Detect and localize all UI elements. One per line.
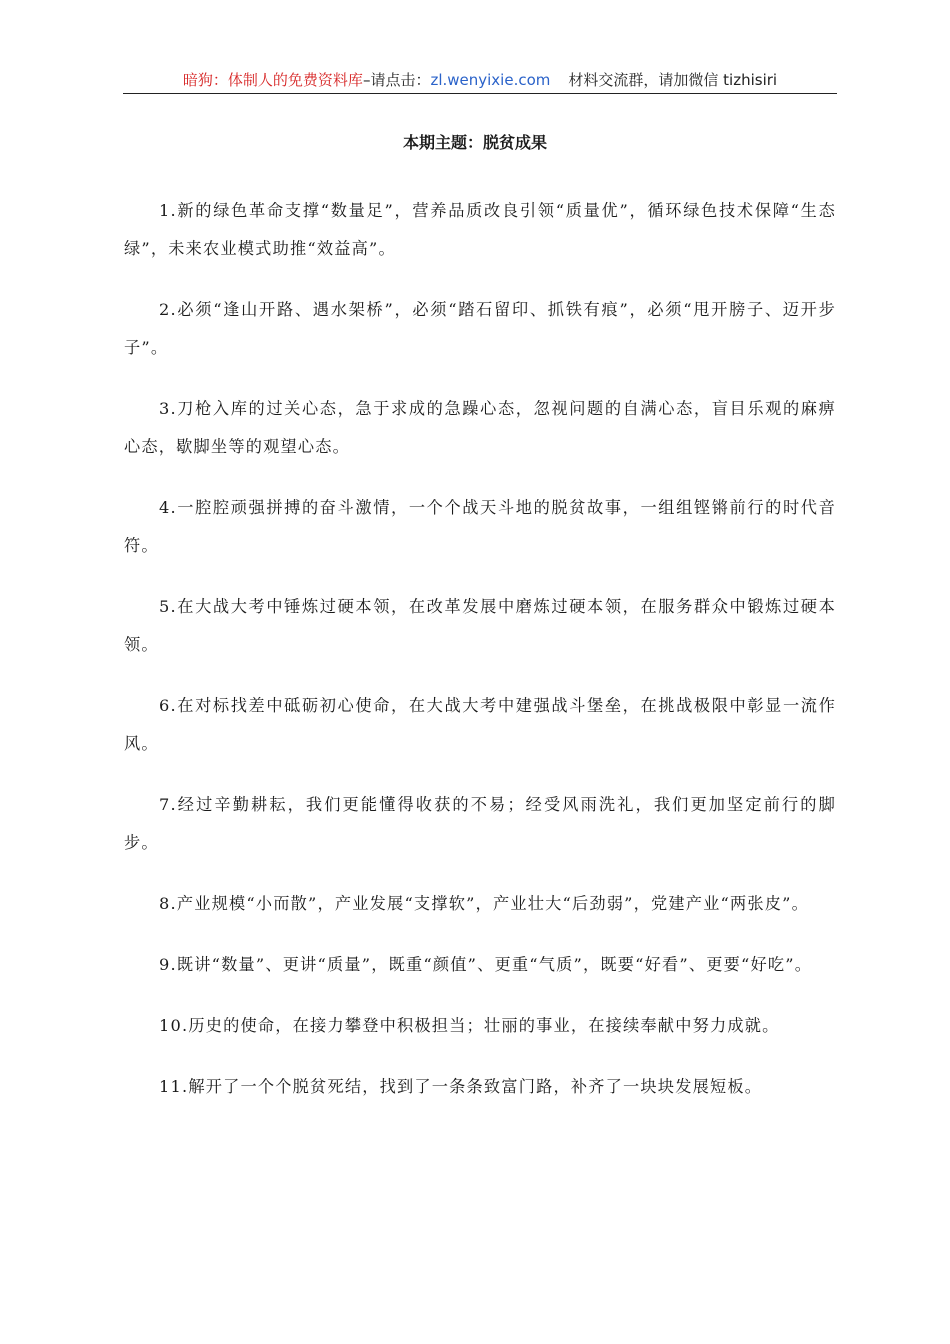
paragraph-4: 4.一腔腔顽强拼搏的奋斗激情，一个个战天斗地的脱贫故事，一组组铿锵前行的时代音符。: [124, 498, 836, 555]
paragraph-10: 10.历史的使命，在接力攀登中积极担当；壮丽的事业，在接续奉献中努力成就。: [159, 1016, 780, 1035]
paragraph-1: 1.新的绿色革命支撑“数量足”，营养品质改良引领“质量优”，循环绿色技术保障“生态绿”，未来农业模式助推“效益高”。: [124, 201, 836, 258]
header-contact: 材料交流群，请加微信 tizhisiri: [568, 71, 778, 89]
paragraph-6: 6.在对标找差中砥砺初心使命，在大战大考中建强战斗堡垒，在挑战极限中彰显一流作风。: [124, 696, 836, 753]
paragraph-8: 8.产业规模“小而散”，产业发展“支撑软”，产业壮大“后劲弱”，党建产业“两张皮”。: [159, 894, 810, 913]
header-link[interactable]: zl.wenyixie.com: [430, 71, 551, 89]
page-header: [123, 70, 837, 94]
paragraph-3: 3.刀枪入库的过关心态，急于求成的急躁心态，忽视问题的自满心态，盲目乐观的麻痹心态，歇脚坐等的观望心态。: [124, 399, 836, 456]
paragraph-2: 2.必须“逢山开路、遇水架桥”，必须“踏石留印、抓铁有痕”，必须“甩开膀子、迈开步子”。: [124, 300, 836, 357]
header-brand: 暗狗：体制人的免费资料库: [182, 71, 363, 89]
paragraph-5: 5.在大战大考中锤炼过硬本领，在改革发展中磨炼过硬本领，在服务群众中锻炼过硬本领。: [124, 597, 836, 654]
paragraph-9: 9.既讲“数量”、更讲“质量”，既重“颜值”、更重“气质”，既要“好看”、更要“好吃”。: [159, 955, 813, 974]
header-prompt: –请点击：: [362, 71, 431, 89]
paragraph-11: 11.解开了一个个脱贫死结，找到了一条条致富门路，补齐了一块块发展短板。: [159, 1077, 763, 1096]
document-body: [124, 192, 836, 1129]
paragraph-7: 7.经过辛勤耕耘，我们更能懂得收获的不易；经受风雨洗礼，我们更加坚定前行的脚步。: [124, 795, 836, 852]
page-title: 本期主题：脱贫成果: [402, 133, 547, 152]
